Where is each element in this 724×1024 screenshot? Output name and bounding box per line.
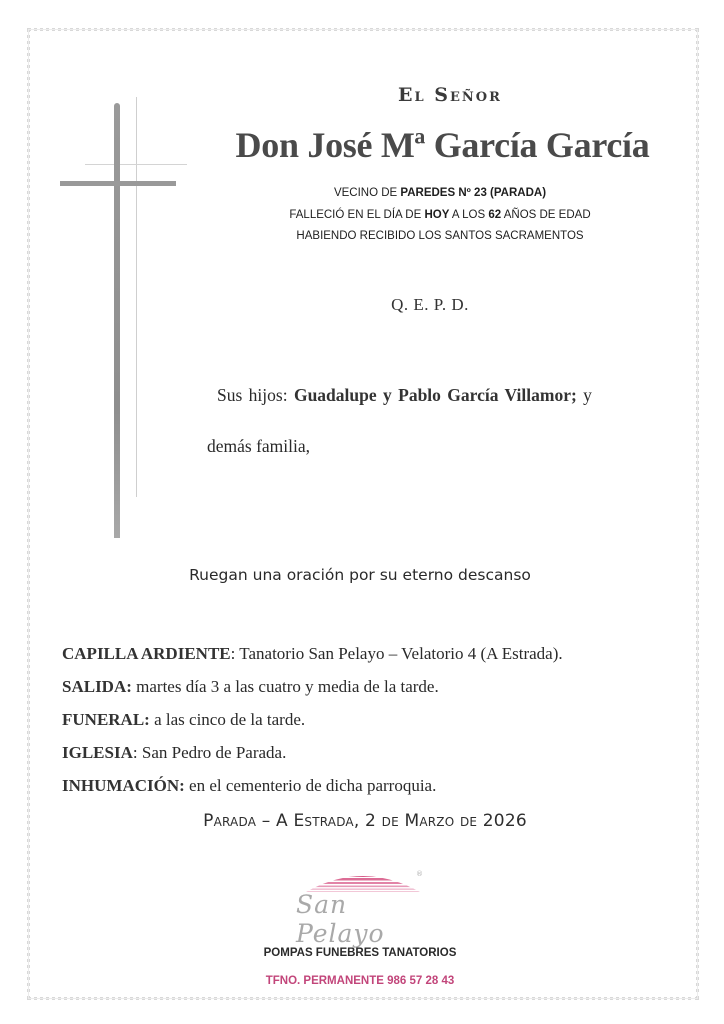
logo-wordmark: San Pelayo [296, 890, 385, 948]
info-line-residence [230, 183, 650, 205]
info-text: A LOS [449, 208, 489, 221]
detail-label: SALIDA: [62, 677, 132, 696]
detail-label: INHUMACIÓN: [62, 776, 185, 795]
detail-value: martes día 3 a las cuatro y media de la tarde. [136, 677, 439, 696]
detail-value: San Pedro de Parada. [141, 743, 287, 762]
qepd: Q. E. P. D. [391, 295, 469, 314]
deceased-name: Don José Mª García García [235, 125, 650, 165]
detail-value: a las cinco de la tarde. [154, 710, 306, 729]
detail-funeral [62, 709, 682, 742]
family-intro: Sus hijos: [217, 385, 294, 405]
detail-iglesia [62, 742, 682, 775]
cross-thin-vertical [136, 97, 137, 497]
phone-number: TFNO. PERMANENTE 986 57 28 43 [265, 975, 455, 987]
detail-value: Tanatorio San Pelayo – Velatorio 4 (A Estrada). [239, 644, 563, 663]
detail-capilla [62, 643, 682, 676]
company-name: POMPAS FUNEBRES TANATORIOS [263, 947, 457, 959]
family-children: Guadalupe y Pablo García Villamor; [293, 385, 577, 405]
info-text: VECINO DE [333, 187, 401, 199]
info-line-sacraments: HABIENDO RECIBIDO LOS SANTOS SACRAMENTOS [296, 230, 584, 242]
cross-thin-horizontal [85, 164, 187, 165]
cross-vertical-bar [114, 103, 120, 538]
family-conj: y [576, 385, 592, 405]
svg-text:®: ® [416, 870, 423, 878]
place-date: Parada – A Estrada, 2 de Marzo de 2026 [203, 811, 527, 831]
info-text: AÑOS DE EDAD [501, 208, 591, 221]
decorative-border [27, 28, 699, 1000]
info-age: 62 [488, 208, 502, 221]
prayer-text: Ruegan una oración por su eterno descanso [189, 566, 531, 584]
info-address: PAREDES Nº 23 (PARADA) [400, 187, 547, 199]
detail-value: en el cementerio de dicha parroquia. [189, 776, 437, 795]
family-line-children [217, 385, 687, 406]
detail-sep: : [132, 743, 142, 762]
detail-label: CAPILLA ARDIENTE [62, 644, 231, 663]
detail-salida [62, 676, 682, 709]
info-block [230, 183, 650, 248]
family-line-others: demás familia, [207, 436, 311, 456]
detail-inhumacion [62, 775, 682, 808]
title-honorific: El Señor [398, 84, 502, 106]
detail-sep: : [230, 644, 240, 663]
cross-horizontal-bar [60, 181, 176, 186]
info-line-death [230, 205, 650, 227]
detail-label: IGLESIA [62, 743, 133, 762]
info-text: FALLECIÓ EN EL DÍA DE [289, 208, 425, 221]
detail-label: FUNERAL: [62, 710, 150, 729]
info-day: HOY [424, 208, 450, 221]
service-details [62, 643, 682, 808]
